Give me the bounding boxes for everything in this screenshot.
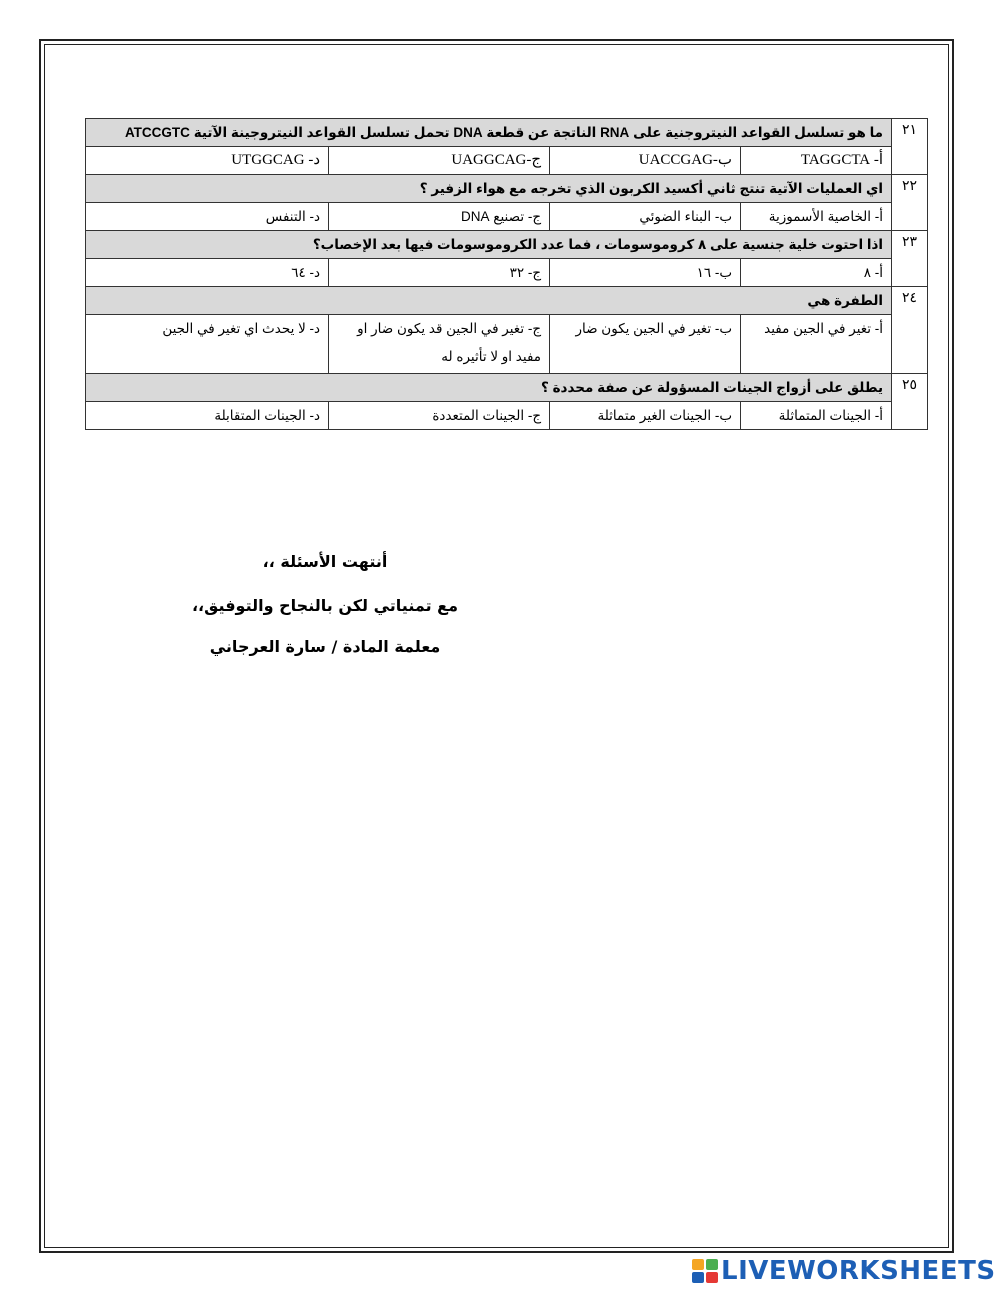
option-c[interactable]: ج- ٣٢ [329,259,550,287]
question-text: يطلق على أزواج الجينات المسؤولة عن صفة محددة ؟ [86,374,892,402]
question-number: ٢٥ [892,374,928,430]
option-c[interactable]: ج-UAGGCAG [329,147,550,175]
options-row [86,203,928,231]
option-a[interactable]: أ- تغير في الجين مفيد [741,315,892,374]
option-b[interactable]: ب- البناء الضوئي [550,203,741,231]
brand-name: LIVEWORKSHEETS [721,1256,996,1286]
option-a[interactable]: أ- الجينات المتماثلة [741,402,892,430]
option-a[interactable]: أ- الخاصية الأسموزية [741,203,892,231]
question-text: اي العمليات الآتية تنتج ثاني أكسيد الكربون الذي تخرجه مع هواء الزفير ؟ [86,175,892,203]
question-text: ما هو تسلسل القواعد النيتروجنية على RNA الناتجة عن قطعة DNA تحمل تسلسل القواعد النيتروجينة الآتية ATCCGTC [86,119,892,147]
question-row [86,119,928,147]
closing-line-end: أنتهت الأسئلة ،، [262,552,388,571]
question-number: ٢٢ [892,175,928,231]
question-number: ٢٤ [892,287,928,374]
liveworksheets-logo[interactable] [692,1256,996,1286]
question-number: ٢٣ [892,231,928,287]
options-row [86,147,928,175]
option-a[interactable]: أ- ٨ [741,259,892,287]
liveworksheets-logo-icon [692,1259,718,1283]
option-c[interactable]: ج- الجينات المتعددة [329,402,550,430]
question-row [86,287,928,315]
option-d[interactable]: د- UTGGCAG [86,147,329,175]
option-d[interactable]: د- الجينات المتقابلة [86,402,329,430]
option-b[interactable]: ب- تغير في الجين يكون ضار [550,315,741,374]
options-row [86,402,928,430]
question-row [86,175,928,203]
option-d[interactable]: د- ٦٤ [86,259,329,287]
question-row [86,374,928,402]
closing-line-teacher: معلمة المادة / سارة العرجاني [209,637,441,656]
options-row [86,259,928,287]
question-text: الطفرة هي [86,287,892,315]
option-d[interactable]: د- التنفس [86,203,329,231]
options-row [86,315,928,374]
question-text: اذا احتوت خلية جنسية على ٨ كروموسومات ، فما عدد الكروموسومات فيها بعد الإخصاب؟ [86,231,892,259]
option-c[interactable]: ج- تغير في الجين قد يكون ضار او مفيد او لا تأثيره له [329,315,550,374]
option-d[interactable]: د- لا يحدث اي تغير في الجين [86,315,329,374]
option-b[interactable]: ب-UACCGAG [550,147,741,175]
questions-table [85,118,928,430]
option-b[interactable]: ب- الجينات الغير متماثلة [550,402,741,430]
option-b[interactable]: ب- ١٦ [550,259,741,287]
question-number: ٢١ [892,119,928,175]
closing-line-wishes: مع تمنياتي لكن بالنجاح والتوفيق،، [191,596,459,615]
option-c[interactable]: ج- تصنيع DNA [329,203,550,231]
question-row [86,231,928,259]
option-a[interactable]: أ- TAGGCTA [741,147,892,175]
